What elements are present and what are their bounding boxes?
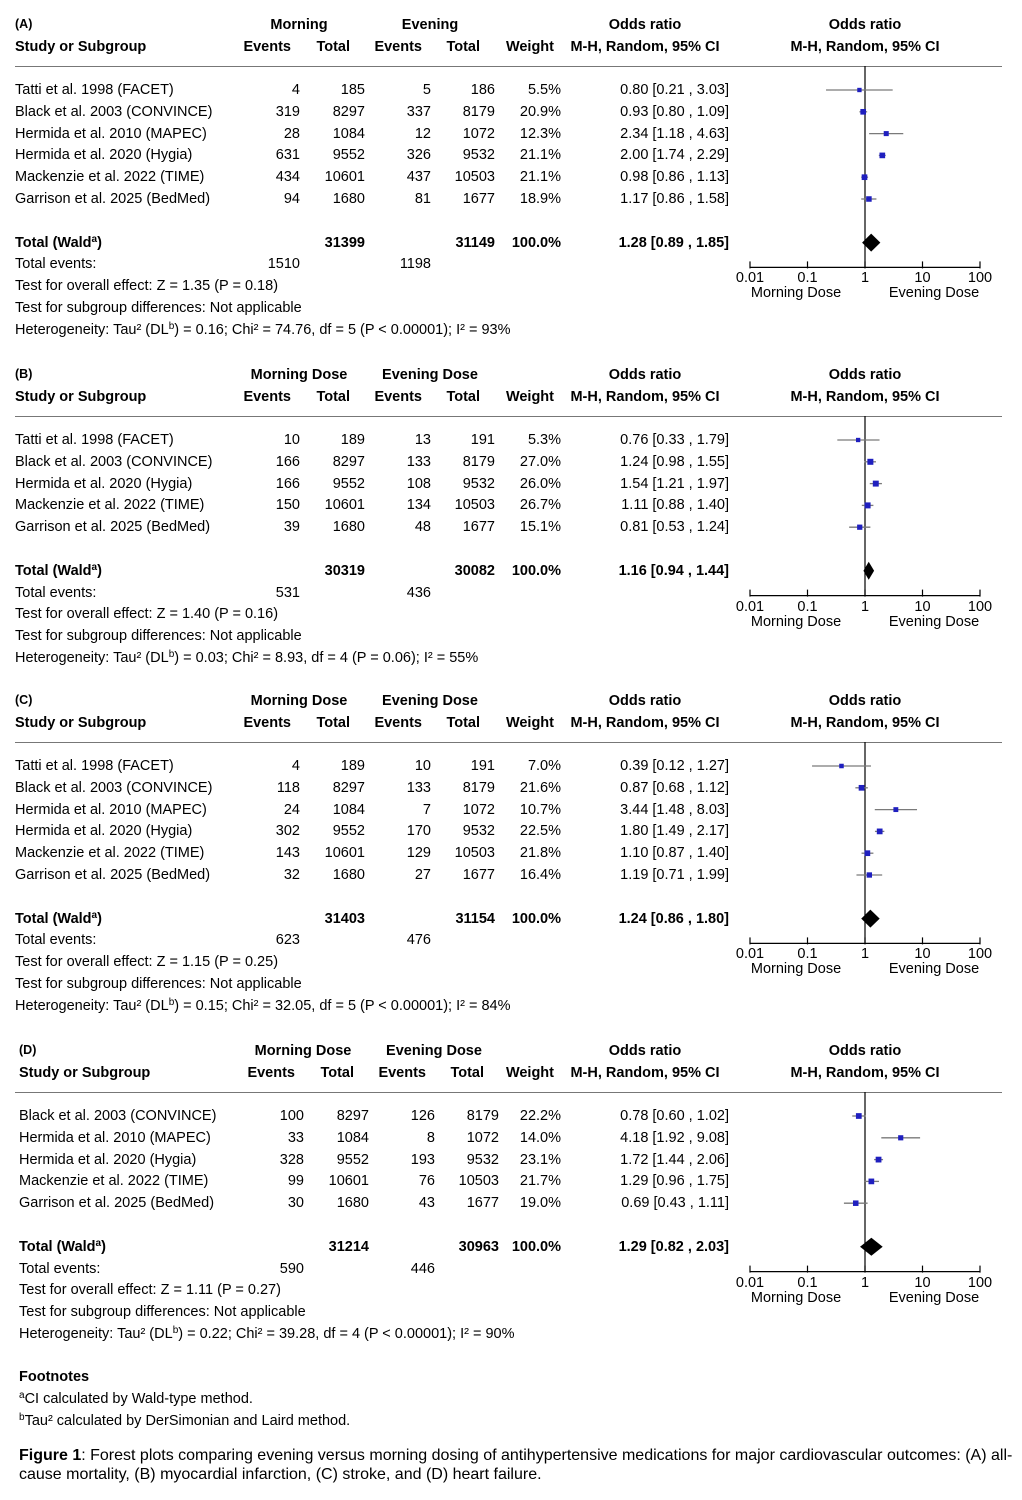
total1-value: 8297 — [332, 779, 365, 796]
ci-value: 1.10 [0.87 , 1.40] — [620, 845, 729, 862]
events2-value: 43 — [418, 1195, 435, 1212]
study-name: Black et al. 2003 (CONVINCE) — [19, 1108, 217, 1124]
total2-sum: 30082 — [454, 562, 495, 579]
events1-value: 302 — [275, 823, 300, 840]
weight-value: 20.9% — [519, 103, 561, 120]
axis-tick-label: 100 — [967, 270, 993, 287]
weight-value: 21.6% — [519, 779, 561, 796]
ci-value: 2.34 [1.18 , 4.63] — [620, 125, 729, 142]
study-estimate-marker — [898, 1135, 903, 1140]
events2-value: 48 — [414, 519, 431, 536]
events2-value: 7 — [422, 801, 431, 818]
total-weight: 100.0% — [511, 234, 561, 251]
events2-value: 10 — [414, 758, 431, 774]
footnote-b: $^b$Tau² calculated by DerSimonian and Laird method. — [19, 1412, 351, 1429]
events1-value: 32 — [283, 867, 300, 883]
ci-value: 1.80 [1.49 , 2.17] — [620, 823, 729, 840]
axis-tick-label: 1 — [860, 946, 870, 963]
study-name: Tatti et al. 1998 (FACET) — [15, 432, 174, 448]
total1-sum: 31399 — [324, 234, 365, 251]
study-name: Hermida et al. 2020 (Hygia) — [15, 147, 193, 164]
total2-header: Total — [450, 1065, 484, 1081]
group2-header: Evening Dose — [382, 693, 478, 709]
total-events2: 436 — [406, 584, 431, 601]
study-column-header: Study or Subgroup — [15, 39, 147, 55]
events1-value: 39 — [283, 519, 300, 536]
total2-sum: 30963 — [458, 1238, 499, 1255]
plot-method-header: M-H, Random, 95% CI — [790, 389, 940, 405]
study-name: Garrison et al. 2025 (BedMed) — [15, 191, 211, 207]
events2-value: 126 — [410, 1108, 435, 1124]
ci-value: 0.78 [0.60 , 1.02] — [620, 1108, 729, 1124]
study-column-header: Study or Subgroup — [15, 389, 147, 405]
events2-value: 170 — [406, 823, 431, 840]
events2-value: 193 — [410, 1151, 435, 1168]
events1-value: 4 — [291, 82, 300, 98]
events2-value: 8 — [426, 1129, 435, 1146]
axis-tick-label: 0.1 — [797, 1274, 818, 1291]
axis-tick-label: 0.01 — [735, 270, 765, 287]
axis-right-label: Evening Dose — [888, 613, 980, 630]
axis-tick-label: 1 — [860, 270, 870, 287]
study-name: Mackenzie et al. 2022 (TIME) — [15, 845, 205, 862]
axis-right-label: Evening Dose — [888, 961, 980, 978]
events2-value: 12 — [414, 125, 431, 142]
total-events1: 531 — [275, 584, 300, 601]
events1-value: 99 — [287, 1173, 304, 1190]
total1-value: 8297 — [332, 453, 365, 470]
events1-value: 166 — [275, 475, 300, 492]
axis-tick-label: 0.1 — [797, 946, 818, 963]
study-name: Hermida et al. 2010 (MAPEC) — [19, 1129, 211, 1146]
plot-header: Odds ratio — [828, 693, 902, 709]
events1-header: Events — [243, 715, 291, 731]
study-name: Mackenzie et al. 2022 (TIME) — [15, 497, 205, 514]
panel-label: (C) — [15, 693, 33, 707]
events2-value: 5 — [422, 82, 431, 98]
events1-value: 4 — [291, 758, 300, 774]
odds-ratio-header: Odds ratio — [608, 1043, 682, 1059]
axis-tick-label: 0.01 — [735, 946, 765, 963]
axis-tick-label: 1 — [860, 598, 870, 615]
ci-value: 3.44 [1.48 , 8.03] — [620, 801, 729, 818]
total2-value: 1677 — [462, 519, 495, 536]
study-name: Mackenzie et al. 2022 (TIME) — [15, 169, 205, 186]
or-method-header: M-H, Random, 95% CI — [570, 1065, 720, 1081]
study-name: Tatti et al. 1998 (FACET) — [15, 82, 174, 98]
total1-value: 189 — [340, 758, 365, 774]
subgroup-differences-test: Test for subgroup differences: Not applicable — [15, 300, 302, 316]
total2-value: 10503 — [458, 1173, 499, 1190]
total1-value: 1680 — [332, 191, 365, 207]
total2-value: 1677 — [462, 867, 495, 883]
heterogeneity-stats: Heterogeneity: Tau² $(DL^b) = 0.03$; Chi² = 8.93, df = 4 (P = 0.06); I² = 55% — [15, 649, 479, 666]
weight-value: 23.1% — [519, 1151, 561, 1168]
events2-value: 337 — [406, 103, 431, 120]
weight-value: 21.1% — [519, 169, 561, 186]
total-weight: 100.0% — [511, 1238, 561, 1255]
heterogeneity-stats: Heterogeneity: Tau² $(DL^b) = 0.16$; Chi² = 74.76, df = 5 (P < 0.00001); I² = 93% — [15, 320, 511, 338]
ci-value: 1.29 [0.96 , 1.75] — [620, 1173, 729, 1190]
axis-tick-label: 100 — [967, 946, 993, 963]
or-method-header: M-H, Random, 95% CI — [570, 715, 720, 731]
axis-tick-label: 0.01 — [735, 598, 765, 615]
weight-value: 26.0% — [519, 475, 561, 492]
subgroup-differences-test: Test for subgroup differences: Not applicable — [15, 976, 302, 992]
study-name: Black et al. 2003 (CONVINCE) — [15, 103, 213, 120]
total-ci: 1.28 [0.89 , 1.85] — [618, 234, 729, 251]
heterogeneity-stats: Heterogeneity: Tau² $(DL^b) = 0.15$; Chi² = 32.05, df = 5 (P < 0.00001); I² = 84% — [15, 996, 511, 1014]
total-label: Total (Wald$^a$) — [15, 909, 102, 927]
events2-value: 326 — [406, 147, 431, 164]
total1-sum: 31403 — [324, 910, 365, 927]
ci-value: 0.76 [0.33 , 1.79] — [620, 432, 729, 448]
events2-value: 108 — [406, 475, 431, 492]
study-name: Hermida et al. 2020 (Hygia) — [19, 1151, 197, 1168]
plot-method-header: M-H, Random, 95% CI — [790, 1065, 940, 1081]
ci-value: 0.87 [0.68 , 1.12] — [620, 779, 729, 796]
overall-effect-test: Test for overall effect: Z = 1.35 (P = 0.18) — [15, 278, 279, 295]
events2-value: 133 — [406, 779, 431, 796]
total-events-label: Total events: — [15, 584, 97, 601]
axis-tick-label: 10 — [914, 598, 931, 615]
total1-value: 9552 — [332, 823, 365, 840]
ci-value: 0.93 [0.80 , 1.09] — [620, 103, 729, 120]
events1-value: 33 — [287, 1129, 304, 1146]
group1-header: Morning Dose — [254, 1043, 352, 1059]
axis-tick-label: 1 — [860, 1274, 870, 1291]
total2-value: 10503 — [454, 169, 495, 186]
study-name: Garrison et al. 2025 (BedMed) — [19, 1195, 215, 1212]
study-name: Black et al. 2003 (CONVINCE) — [15, 779, 213, 796]
axis-right-label: Evening Dose — [888, 285, 980, 302]
ci-value: 0.98 [0.86 , 1.13] — [620, 169, 729, 186]
events1-value: 434 — [275, 169, 300, 186]
total2-value: 1072 — [462, 801, 495, 818]
total1-value: 10601 — [328, 1173, 369, 1190]
group2-header: Evening Dose — [386, 1043, 482, 1059]
group1-header: Morning — [270, 17, 328, 33]
study-name: Garrison et al. 2025 (BedMed) — [15, 519, 211, 536]
events2-value: 81 — [414, 191, 431, 207]
ci-value: 4.18 [1.92 , 9.08] — [620, 1129, 729, 1146]
axis-tick-label: 100 — [967, 1274, 993, 1291]
total2-sum: 31149 — [455, 234, 495, 251]
panel-label: (B) — [15, 367, 33, 381]
or-method-header: M-H, Random, 95% CI — [570, 39, 720, 55]
total1-value: 10601 — [324, 497, 365, 514]
plot-header: Odds ratio — [828, 367, 902, 383]
events1-value: 28 — [283, 125, 300, 142]
total1-sum: 31214 — [328, 1238, 369, 1255]
total1-value: 189 — [340, 432, 365, 448]
axis-right-label: Evening Dose — [888, 1289, 980, 1306]
plot-header: Odds ratio — [828, 17, 902, 33]
total2-value: 8179 — [462, 103, 495, 120]
ci-value: 1.24 [0.98 , 1.55] — [620, 453, 729, 470]
total1-value: 1680 — [336, 1195, 369, 1212]
total-events1: 1510 — [267, 256, 300, 273]
events1-value: 10 — [283, 432, 300, 448]
events1-value: 118 — [276, 779, 300, 796]
study-name: Mackenzie et al. 2022 (TIME) — [19, 1173, 209, 1190]
total2-value: 9532 — [462, 147, 495, 164]
study-estimate-marker — [869, 1179, 875, 1185]
total2-value: 1677 — [466, 1195, 499, 1212]
weight-header: Weight — [505, 39, 554, 55]
ci-value: 1.19 [0.71 , 1.99] — [620, 867, 729, 883]
total1-header: Total — [316, 715, 350, 731]
weight-value: 26.7% — [519, 497, 561, 514]
events1-value: 94 — [283, 191, 300, 207]
plot-header: Odds ratio — [828, 1043, 902, 1059]
study-column-header: Study or Subgroup — [15, 715, 147, 731]
weight-value: 22.2% — [519, 1108, 561, 1124]
events1-value: 166 — [275, 453, 300, 470]
footnotes-title: Footnotes — [19, 1369, 90, 1385]
panel-label: (A) — [15, 17, 33, 31]
subgroup-differences-test: Test for subgroup differences: Not applicable — [15, 628, 302, 645]
events1-value: 150 — [275, 497, 300, 514]
events2-value: 129 — [406, 845, 431, 862]
total2-value: 9532 — [462, 823, 495, 840]
odds-ratio-header: Odds ratio — [608, 17, 682, 33]
weight-value: 16.4% — [519, 867, 561, 883]
total2-value: 8179 — [462, 779, 495, 796]
axis-left-label: Morning Dose — [750, 285, 842, 302]
footnote-a: $^a$CI calculated by Wald-type method. — [19, 1390, 253, 1407]
events2-header: Events — [374, 715, 422, 731]
ci-value: 2.00 [1.74 , 2.29] — [620, 147, 729, 164]
events2-header: Events — [374, 389, 422, 405]
weight-value: 14.0% — [519, 1129, 561, 1146]
total2-value: 8179 — [466, 1108, 499, 1124]
study-name: Hermida et al. 2010 (MAPEC) — [15, 801, 207, 818]
study-name: Hermida et al. 2020 (Hygia) — [15, 475, 193, 492]
ci-value: 0.39 [0.12 , 1.27] — [620, 758, 729, 774]
plot-method-header: M-H, Random, 95% CI — [790, 715, 940, 731]
total1-value: 9552 — [332, 147, 365, 164]
total2-header: Total — [446, 715, 480, 731]
study-estimate-marker — [876, 1157, 882, 1163]
weight-value: 10.7% — [519, 801, 561, 818]
total2-value: 9532 — [466, 1151, 499, 1168]
total-events1: 590 — [279, 1260, 304, 1277]
figure-caption: Figure 1: Forest plots comparing evening versus morning dosing of antihypertensive medications for major cardiovascular outcomes: (A) all-cause mortality, (B) myocardial infarction, (C) stroke, and (D) heart failure. — [19, 1447, 1013, 1483]
total1-sum: 30319 — [324, 562, 365, 579]
ci-value: 1.11 [0.88 , 1.40] — [621, 497, 729, 514]
axis-tick-label: 10 — [914, 946, 931, 963]
events1-header: Events — [247, 1065, 295, 1081]
total-ci: 1.24 [0.86 , 1.80] — [618, 910, 729, 927]
total2-value: 1677 — [462, 191, 495, 207]
odds-ratio-header: Odds ratio — [608, 693, 682, 709]
study-name: Garrison et al. 2025 (BedMed) — [15, 867, 211, 883]
total1-value: 8297 — [332, 103, 365, 120]
total2-value: 1072 — [466, 1129, 499, 1146]
total-events2: 1198 — [399, 256, 431, 273]
total1-value: 1680 — [332, 519, 365, 536]
group2-header: Evening — [401, 17, 459, 33]
total1-value: 1084 — [332, 125, 365, 142]
weight-value: 7.0% — [527, 758, 561, 774]
subgroup-differences-test: Test for subgroup differences: Not applicable — [19, 1304, 306, 1321]
axis-tick-label: 10 — [914, 270, 931, 287]
events2-header: Events — [374, 39, 422, 55]
panel-label: (D) — [19, 1043, 37, 1057]
total1-header: Total — [316, 389, 350, 405]
total2-header: Total — [446, 389, 480, 405]
overall-effect-test: Test for overall effect: Z = 1.11 (P = 0.27) — [19, 1282, 281, 1299]
total2-value: 191 — [470, 758, 495, 774]
total2-value: 186 — [470, 82, 495, 98]
plot-method-header: M-H, Random, 95% CI — [790, 39, 940, 55]
or-method-header: M-H, Random, 95% CI — [570, 389, 720, 405]
weight-value: 19.0% — [519, 1195, 561, 1212]
total-label: Total (Wald$^a$) — [19, 1237, 106, 1255]
weight-header: Weight — [505, 1065, 554, 1081]
events1-header: Events — [243, 389, 291, 405]
total1-value: 10601 — [324, 845, 365, 862]
weight-header: Weight — [505, 715, 554, 731]
ci-value: 1.54 [1.21 , 1.97] — [620, 475, 729, 492]
total2-sum: 31154 — [455, 910, 495, 927]
study-name: Hermida et al. 2010 (MAPEC) — [15, 125, 207, 142]
total1-value: 1084 — [336, 1129, 369, 1146]
overall-effect-test: Test for overall effect: Z = 1.40 (P = 0.16) — [15, 606, 279, 623]
heterogeneity-stats: Heterogeneity: Tau² $(DL^b) = 0.22$; Chi² = 39.28, df = 4 (P < 0.00001); I² = 90% — [19, 1325, 515, 1342]
weight-value: 22.5% — [519, 823, 561, 840]
events2-value: 13 — [414, 432, 431, 448]
total1-value: 10601 — [324, 169, 365, 186]
total-label: Total (Wald$^a$) — [15, 233, 102, 251]
group2-header: Evening Dose — [382, 367, 478, 383]
study-name: Hermida et al. 2020 (Hygia) — [15, 823, 193, 840]
total1-value: 9552 — [332, 475, 365, 492]
weight-value: 5.3% — [527, 432, 561, 448]
odds-ratio-header: Odds ratio — [608, 367, 682, 383]
events2-value: 27 — [414, 867, 431, 883]
ci-value: 1.72 [1.44 , 2.06] — [620, 1151, 729, 1168]
axis-left-label: Morning Dose — [750, 613, 842, 630]
events1-value: 631 — [275, 147, 300, 164]
total-events-label: Total events: — [15, 932, 97, 949]
axis-tick-label: 0.1 — [797, 270, 818, 287]
axis-left-label: Morning Dose — [750, 961, 842, 978]
weight-value: 18.9% — [519, 191, 561, 207]
axis-tick-label: 10 — [914, 1274, 931, 1291]
weight-value: 27.0% — [519, 453, 561, 470]
overall-effect-test: Test for overall effect: Z = 1.15 (P = 0.25) — [15, 954, 279, 971]
events2-header: Events — [378, 1065, 426, 1081]
study-name: Tatti et al. 1998 (FACET) — [15, 758, 174, 774]
total-ci: 1.16 [0.94 , 1.44] — [618, 562, 729, 579]
events2-value: 76 — [418, 1173, 435, 1190]
study-name: Black et al. 2003 (CONVINCE) — [15, 453, 213, 470]
total2-value: 10503 — [454, 845, 495, 862]
events1-value: 143 — [275, 845, 300, 862]
total-events2: 446 — [410, 1260, 435, 1277]
ci-value: 0.69 [0.43 , 1.11] — [621, 1195, 729, 1212]
total1-value: 1680 — [332, 867, 365, 883]
total1-header: Total — [320, 1065, 354, 1081]
weight-value: 21.1% — [519, 147, 561, 164]
axis-tick-label: 0.01 — [735, 1274, 765, 1291]
total2-value: 9532 — [462, 475, 495, 492]
group1-header: Morning Dose — [250, 693, 348, 709]
events1-header: Events — [243, 39, 291, 55]
weight-value: 12.3% — [519, 125, 561, 142]
total-events-label: Total events: — [15, 256, 97, 273]
total2-value: 1072 — [462, 125, 495, 142]
study-column-header: Study or Subgroup — [19, 1065, 151, 1081]
ci-value: 1.17 [0.86 , 1.58] — [620, 191, 729, 207]
total-weight: 100.0% — [511, 562, 561, 579]
events2-value: 134 — [406, 497, 431, 514]
total1-value: 1084 — [332, 801, 365, 818]
events1-value: 100 — [279, 1108, 304, 1124]
events1-value: 319 — [275, 103, 300, 120]
events1-value: 328 — [279, 1151, 304, 1168]
total-events2: 476 — [406, 932, 431, 949]
ci-value: 0.80 [0.21 , 3.03] — [620, 82, 729, 98]
total1-header: Total — [316, 39, 350, 55]
weight-value: 21.8% — [519, 845, 561, 862]
weight-value: 21.7% — [519, 1173, 561, 1190]
events2-value: 437 — [406, 169, 431, 186]
group1-header: Morning Dose — [250, 367, 348, 383]
total-events-label: Total events: — [19, 1260, 101, 1277]
total-weight: 100.0% — [511, 910, 561, 927]
total1-value: 9552 — [336, 1151, 369, 1168]
weight-value: 15.1% — [519, 519, 561, 536]
axis-tick-label: 0.1 — [797, 598, 818, 615]
total2-header: Total — [446, 39, 480, 55]
total1-value: 185 — [340, 82, 365, 98]
pooled-estimate-diamond — [860, 1238, 883, 1256]
total-label: Total (Wald$^a$) — [15, 561, 102, 579]
weight-value: 5.5% — [527, 82, 561, 98]
total2-value: 10503 — [454, 497, 495, 514]
total-events1: 623 — [275, 932, 300, 949]
axis-tick-label: 100 — [967, 598, 993, 615]
total1-value: 8297 — [336, 1108, 369, 1124]
axis-left-label: Morning Dose — [750, 1289, 842, 1306]
ci-value: 0.81 [0.53 , 1.24] — [620, 519, 729, 536]
total2-value: 8179 — [462, 453, 495, 470]
total2-value: 191 — [470, 432, 495, 448]
events2-value: 133 — [406, 453, 431, 470]
weight-header: Weight — [505, 389, 554, 405]
events1-value: 24 — [283, 801, 300, 818]
total-ci: 1.29 [0.82 , 2.03] — [618, 1238, 729, 1255]
study-estimate-marker — [856, 1113, 862, 1119]
study-estimate-marker — [853, 1200, 859, 1206]
events1-value: 30 — [287, 1195, 304, 1212]
